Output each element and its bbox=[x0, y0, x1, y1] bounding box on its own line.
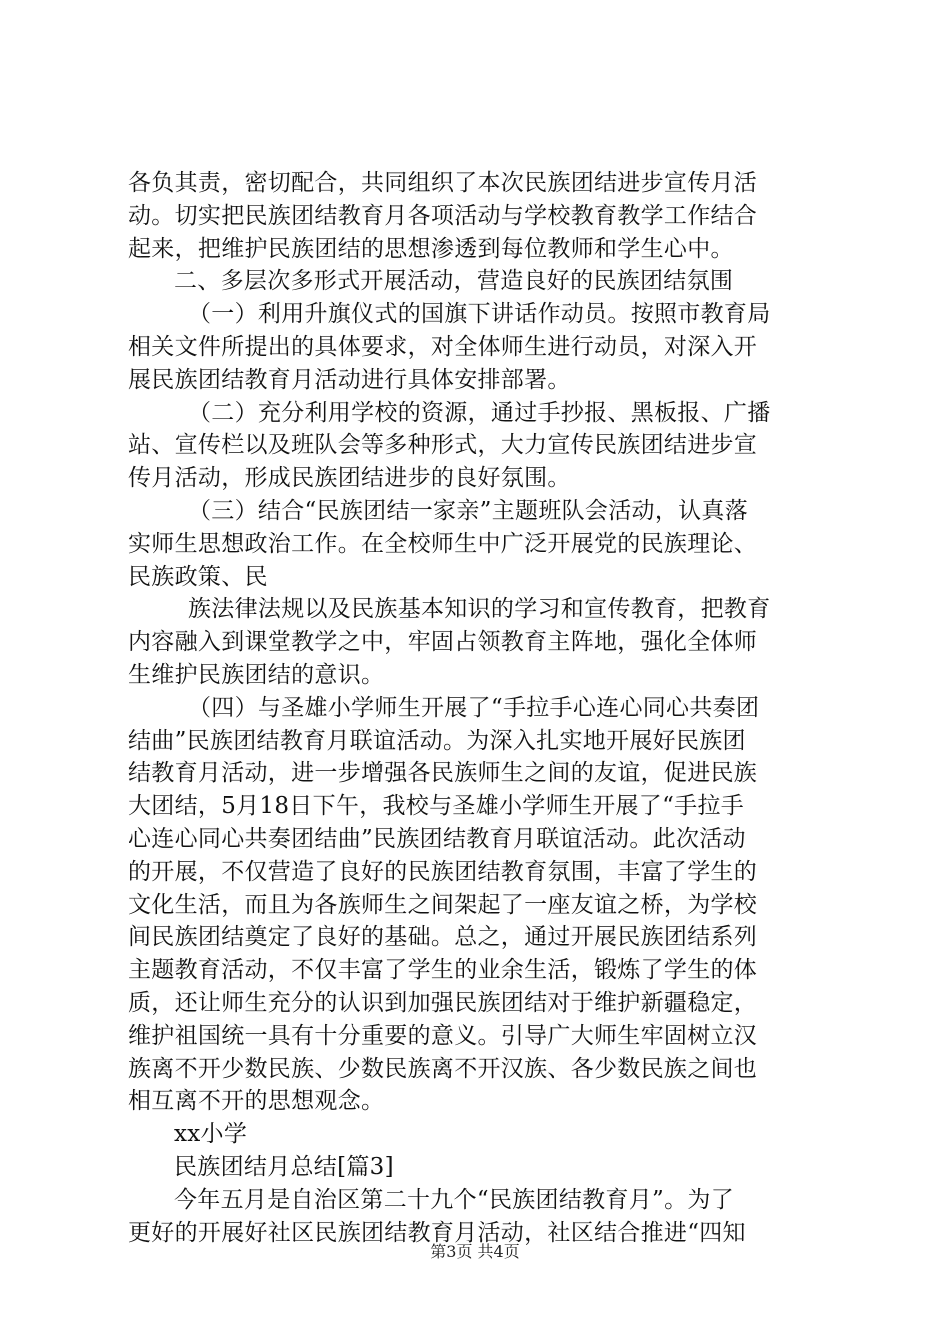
text-line: （一）利用升旗仪式的国旗下讲话作动员。按照市教育局 bbox=[188, 301, 771, 328]
text-line: 族离不开少数民族、少数民族离不开汉族、各少数民族之间也 bbox=[128, 1055, 758, 1082]
text-line: 生维护民族团结的意识。 bbox=[128, 661, 385, 688]
text-line: 相关文件所提出的具体要求，对全体师生进行动员，对深入开 bbox=[128, 333, 758, 360]
text-line: 结教育月活动，进一步增强各民族师生之间的友谊，促进民族 bbox=[128, 760, 758, 787]
text-line: 展民族团结教育月活动进行具体安排部署。 bbox=[128, 366, 571, 393]
section-heading: 二、多层次多形式开展活动，营造良好的民族团结氛围 bbox=[174, 268, 734, 295]
page-number-footer: 第3页 共4页 bbox=[430, 1242, 520, 1261]
text-line: 质，还让师生充分的认识到加强民族团结对于维护新疆稳定， bbox=[128, 989, 758, 1016]
text-line: 传月活动，形成民族团结进步的良好氛围。 bbox=[128, 465, 571, 492]
text-line: 心连心同心共奏团结曲”民族团结教育月联谊活动。此次活动 bbox=[128, 825, 746, 852]
text-line: （三）结合“民族团结一家亲”主题班队会活动，认真落 bbox=[188, 497, 749, 524]
text-line: （四）与圣雄小学师生开展了“手拉手心连心同心共奏团 bbox=[188, 694, 760, 721]
text-line: 大团结，5月18日下午，我校与圣雄小学师生开展了“手拉手 bbox=[128, 793, 745, 820]
text-line: 文化生活，而且为各族师生之间架起了一座友谊之桥，为学校 bbox=[128, 891, 758, 918]
text-line: 的开展，不仅营造了良好的民族团结教育氛围，丰富了学生的 bbox=[128, 858, 758, 885]
text-line: 民族政策、民 bbox=[128, 563, 268, 590]
text-line: 维护祖国统一具有十分重要的意义。引导广大师生牢固树立汉 bbox=[128, 1022, 758, 1049]
text-line: 相互离不开的思想观念。 bbox=[128, 1088, 385, 1115]
text-line: 今年五月是自治区第二十九个“民族团结教育月”。为了 bbox=[174, 1186, 735, 1213]
text-line: 站、宣传栏以及班队会等多种形式，大力宣传民族团结进步宣 bbox=[128, 432, 758, 459]
text-line: 内容融入到课堂教学之中，牢固占领教育主阵地，强化全体师 bbox=[128, 629, 758, 656]
text-line: （二）充分利用学校的资源，通过手抄报、黑板报、广播 bbox=[188, 399, 771, 426]
text-line: 动。切实把民族团结教育月各项活动与学校教育教学工作结合 bbox=[128, 202, 758, 229]
text-line: 族法律法规以及民族基本知识的学习和宣传教育，把教育 bbox=[188, 596, 771, 623]
text-line: 间民族团结奠定了良好的基础。总之，通过开展民族团结系列 bbox=[128, 924, 758, 951]
school-signature: xx小学 bbox=[174, 1121, 248, 1148]
section-title: 民族团结月总结[篇3] bbox=[174, 1153, 394, 1180]
document-body bbox=[128, 167, 828, 1249]
text-line: 结曲”民族团结教育月联谊活动。为深入扎实地开展好民族团 bbox=[128, 727, 746, 754]
text-line: 主题教育活动，不仅丰富了学生的业余生活，锻炼了学生的体 bbox=[128, 957, 758, 984]
text-line: 起来，把维护民族团结的思想渗透到每位教师和学生心中。 bbox=[128, 235, 734, 262]
text-line: 各负其责，密切配合，共同组织了本次民族团结进步宣传月活 bbox=[128, 170, 758, 196]
text-line: 实师生思想政治工作。在全校师生中广泛开展党的民族理论、 bbox=[128, 530, 758, 557]
text-line: 更好的开展好社区民族团结教育月活动，社区结合推进“四知 bbox=[128, 1219, 746, 1246]
